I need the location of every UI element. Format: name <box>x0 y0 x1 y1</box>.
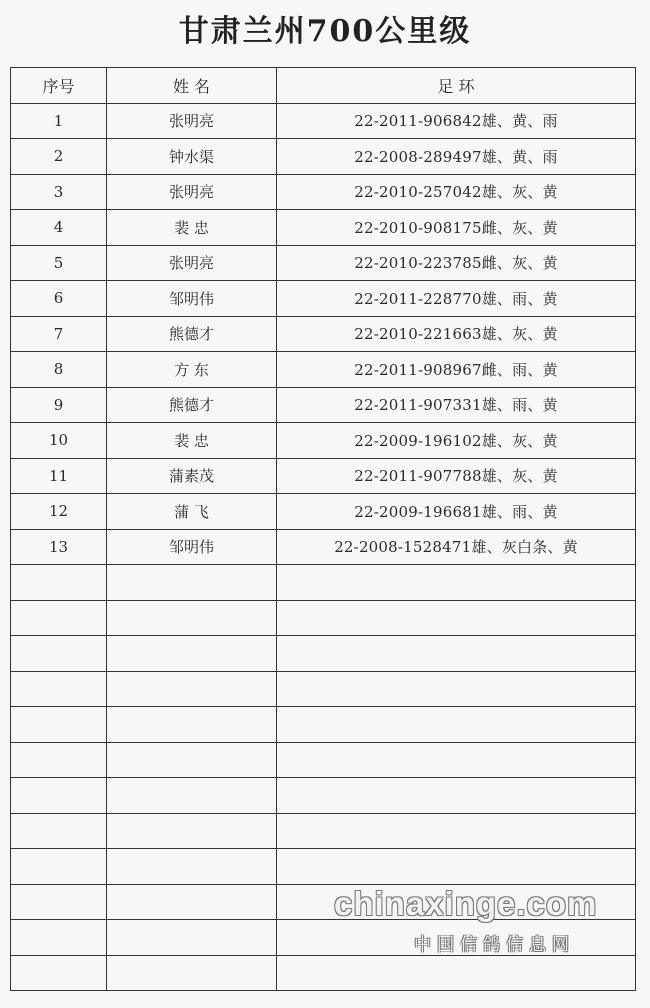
row-number: 8 <box>11 352 107 388</box>
row-name: 钟水渠 <box>107 139 277 175</box>
empty-cell <box>277 671 636 707</box>
row-number: 10 <box>11 423 107 459</box>
empty-cell <box>107 955 277 991</box>
table-row <box>11 245 636 281</box>
empty-cell <box>277 813 636 849</box>
row-number: 3 <box>11 174 107 210</box>
results-table <box>10 67 636 991</box>
table-row <box>11 139 636 175</box>
row-ring: 22-2011-907788雄、灰、黄 <box>277 458 636 494</box>
empty-cell <box>11 636 107 672</box>
table-row <box>11 494 636 530</box>
empty-cell <box>107 813 277 849</box>
empty-cell <box>107 742 277 778</box>
row-ring: 22-2010-908175雌、灰、黄 <box>277 210 636 246</box>
table-row <box>11 103 636 139</box>
empty-cell <box>277 565 636 601</box>
header-number: 序号 <box>11 68 107 104</box>
row-name: 熊德才 <box>107 316 277 352</box>
empty-cell <box>11 884 107 920</box>
empty-cell <box>277 955 636 991</box>
empty-cell <box>107 671 277 707</box>
empty-row <box>11 565 636 601</box>
watermark-cn: 中国信鸽信息网 <box>414 935 575 955</box>
empty-cell <box>107 565 277 601</box>
empty-cell <box>277 600 636 636</box>
empty-cell <box>107 849 277 885</box>
table-row <box>11 352 636 388</box>
row-ring: 22-2011-228770雄、雨、黄 <box>277 281 636 317</box>
page-title: 甘肃兰州700公里级 <box>178 14 472 49</box>
table-row <box>11 210 636 246</box>
empty-cell <box>107 600 277 636</box>
empty-cell <box>277 707 636 743</box>
watermark-url: chinaxinge.com <box>334 885 598 922</box>
table-row <box>11 529 636 565</box>
empty-cell <box>11 742 107 778</box>
row-name: 邹明伟 <box>107 529 277 565</box>
empty-row <box>11 707 636 743</box>
empty-cell <box>11 920 107 956</box>
row-name: 张明亮 <box>107 245 277 281</box>
row-name: 张明亮 <box>107 103 277 139</box>
row-number: 2 <box>11 139 107 175</box>
row-number: 13 <box>11 529 107 565</box>
empty-cell <box>277 778 636 814</box>
row-ring: 22-2008-1528471雄、灰白条、黄 <box>277 529 636 565</box>
row-name: 蒲 飞 <box>107 494 277 530</box>
row-number: 9 <box>11 387 107 423</box>
table-row <box>11 316 636 352</box>
table-row <box>11 281 636 317</box>
empty-cell <box>11 565 107 601</box>
empty-row <box>11 636 636 672</box>
empty-cell <box>11 849 107 885</box>
table-row <box>11 174 636 210</box>
row-name: 方 东 <box>107 352 277 388</box>
row-number: 6 <box>11 281 107 317</box>
empty-cell <box>11 707 107 743</box>
header-name: 姓 名 <box>107 68 277 104</box>
row-name: 熊德才 <box>107 387 277 423</box>
row-name: 张明亮 <box>107 174 277 210</box>
table-row <box>11 423 636 459</box>
empty-cell <box>107 920 277 956</box>
row-number: 4 <box>11 210 107 246</box>
results-sheet <box>10 67 635 991</box>
row-ring: 22-2010-257042雄、灰、黄 <box>277 174 636 210</box>
row-number: 12 <box>11 494 107 530</box>
empty-cell <box>11 671 107 707</box>
empty-cell <box>107 778 277 814</box>
empty-row <box>11 742 636 778</box>
empty-cell <box>107 707 277 743</box>
empty-row <box>11 849 636 885</box>
row-name: 蒲素茂 <box>107 458 277 494</box>
row-name: 邹明伟 <box>107 281 277 317</box>
row-number: 1 <box>11 103 107 139</box>
empty-cell <box>11 955 107 991</box>
row-ring: 22-2010-223785雌、灰、黄 <box>277 245 636 281</box>
row-ring: 22-2008-289497雄、黄、雨 <box>277 139 636 175</box>
empty-cell <box>11 813 107 849</box>
empty-cell <box>277 849 636 885</box>
header-ring: 足 环 <box>277 68 636 104</box>
empty-cell <box>107 884 277 920</box>
table-row <box>11 387 636 423</box>
empty-cell <box>277 742 636 778</box>
row-ring: 22-2010-221663雄、灰、黄 <box>277 316 636 352</box>
row-ring: 22-2009-196681雄、雨、黄 <box>277 494 636 530</box>
row-name: 裴 忠 <box>107 210 277 246</box>
empty-cell <box>11 778 107 814</box>
row-ring: 22-2009-196102雄、灰、黄 <box>277 423 636 459</box>
row-ring: 22-2011-906842雄、黄、雨 <box>277 103 636 139</box>
empty-cell <box>107 636 277 672</box>
row-number: 5 <box>11 245 107 281</box>
empty-row <box>11 955 636 991</box>
row-name: 裴 忠 <box>107 423 277 459</box>
row-number: 11 <box>11 458 107 494</box>
empty-cell <box>11 600 107 636</box>
empty-row <box>11 671 636 707</box>
row-ring: 22-2011-908967雌、雨、黄 <box>277 352 636 388</box>
row-number: 7 <box>11 316 107 352</box>
empty-row <box>11 778 636 814</box>
table-header-row <box>11 68 636 104</box>
empty-row <box>11 600 636 636</box>
empty-cell <box>277 636 636 672</box>
table-row <box>11 458 636 494</box>
row-ring: 22-2011-907331雄、雨、黄 <box>277 387 636 423</box>
empty-row <box>11 813 636 849</box>
